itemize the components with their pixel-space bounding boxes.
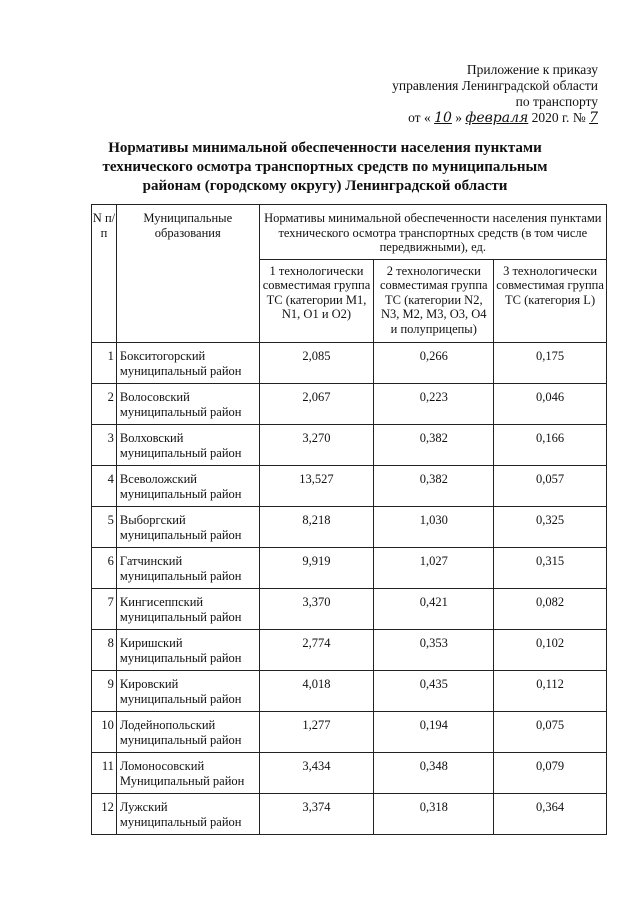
row-group-1-value: 3,434 bbox=[259, 753, 374, 794]
row-group-3-value: 0,112 bbox=[494, 671, 607, 712]
order-number: 7 bbox=[589, 110, 598, 126]
row-group-3-value: 0,082 bbox=[494, 589, 607, 630]
row-municipality: Выборгский муниципальный район bbox=[116, 507, 259, 548]
row-municipality: Ломоносовский Муниципальный район bbox=[116, 753, 259, 794]
table-row bbox=[92, 507, 607, 548]
row-number: 11 bbox=[92, 753, 117, 794]
row-group-3-value: 0,102 bbox=[494, 630, 607, 671]
row-group-3-value: 0,075 bbox=[494, 712, 607, 753]
row-number: 8 bbox=[92, 630, 117, 671]
row-group-1-value: 3,370 bbox=[259, 589, 374, 630]
order-date-line bbox=[392, 110, 598, 126]
row-group-3-value: 0,057 bbox=[494, 466, 607, 507]
row-group-1-value: 3,374 bbox=[259, 794, 374, 835]
row-group-1-value: 13,527 bbox=[259, 466, 374, 507]
row-group-2-value: 1,030 bbox=[374, 507, 494, 548]
header-line-1: Приложение к приказу bbox=[466, 62, 598, 77]
row-municipality: Волосовский муниципальный район bbox=[116, 384, 259, 425]
row-group-1-value: 3,270 bbox=[259, 425, 374, 466]
row-group-2-value: 0,223 bbox=[374, 384, 494, 425]
row-group-1-value: 2,067 bbox=[259, 384, 374, 425]
row-number: 6 bbox=[92, 548, 117, 589]
order-number-label: № bbox=[572, 110, 586, 125]
header-group-3: 3 технологически совместимая группа ТС (категория L) bbox=[494, 259, 607, 343]
order-day: 10 bbox=[434, 110, 452, 126]
row-number: 2 bbox=[92, 384, 117, 425]
table-row bbox=[92, 425, 607, 466]
row-municipality: Киришский муниципальный район bbox=[116, 630, 259, 671]
table-row bbox=[92, 671, 607, 712]
table-row bbox=[92, 466, 607, 507]
row-municipality: Волховский муниципальный район bbox=[116, 425, 259, 466]
order-year: 2020 г. bbox=[531, 110, 570, 125]
row-municipality: Бокситогорский муниципальный район bbox=[116, 343, 259, 384]
row-group-2-value: 0,353 bbox=[374, 630, 494, 671]
row-number: 10 bbox=[92, 712, 117, 753]
table-row bbox=[92, 712, 607, 753]
row-municipality: Лужский муниципальный район bbox=[116, 794, 259, 835]
table-row bbox=[92, 589, 607, 630]
row-group-1-value: 4,018 bbox=[259, 671, 374, 712]
title-line-3: районам (городскому округу) Ленинградской области bbox=[142, 178, 508, 194]
row-group-1-value: 1,277 bbox=[259, 712, 374, 753]
table-row bbox=[92, 630, 607, 671]
row-group-3-value: 0,166 bbox=[494, 425, 607, 466]
row-municipality: Всеволожский муниципальный район bbox=[116, 466, 259, 507]
header-line-2: управления Ленинградской области bbox=[392, 78, 598, 93]
row-group-3-value: 0,175 bbox=[494, 343, 607, 384]
row-group-2-value: 0,421 bbox=[374, 589, 494, 630]
table-row bbox=[92, 384, 607, 425]
header-municipality: Муниципальные образования bbox=[116, 205, 259, 343]
row-group-3-value: 0,325 bbox=[494, 507, 607, 548]
table-row bbox=[92, 343, 607, 384]
order-mid: » bbox=[455, 110, 463, 125]
table-row bbox=[92, 548, 607, 589]
row-number: 3 bbox=[92, 425, 117, 466]
document-title bbox=[40, 139, 610, 196]
row-group-2-value: 0,382 bbox=[374, 466, 494, 507]
row-group-3-value: 0,364 bbox=[494, 794, 607, 835]
norms-table bbox=[91, 204, 607, 835]
row-group-2-value: 0,318 bbox=[374, 794, 494, 835]
header-number: N п/п bbox=[92, 205, 117, 343]
title-line-1: Нормативы минимальной обеспеченности населения пунктами bbox=[108, 140, 542, 156]
row-group-3-value: 0,079 bbox=[494, 753, 607, 794]
header-line-3: по транспорту bbox=[515, 94, 598, 109]
row-municipality: Кировский муниципальный район bbox=[116, 671, 259, 712]
row-number: 5 bbox=[92, 507, 117, 548]
row-group-2-value: 0,348 bbox=[374, 753, 494, 794]
row-group-1-value: 8,218 bbox=[259, 507, 374, 548]
title-line-2: технического осмотра транспортных средств по муниципальным bbox=[102, 159, 548, 175]
row-group-1-value: 9,919 bbox=[259, 548, 374, 589]
row-group-2-value: 0,266 bbox=[374, 343, 494, 384]
table-row bbox=[92, 794, 607, 835]
row-municipality: Кингисеппский муниципальный район bbox=[116, 589, 259, 630]
row-number: 7 bbox=[92, 589, 117, 630]
row-group-2-value: 1,027 bbox=[374, 548, 494, 589]
row-number: 4 bbox=[92, 466, 117, 507]
order-prefix: от « bbox=[408, 110, 431, 125]
header-group-1: 1 технологически совместимая группа ТС (категории M1, N1, O1 и O2) bbox=[259, 259, 374, 343]
document-header bbox=[392, 62, 598, 126]
row-group-3-value: 0,046 bbox=[494, 384, 607, 425]
row-group-1-value: 2,085 bbox=[259, 343, 374, 384]
row-group-2-value: 0,382 bbox=[374, 425, 494, 466]
row-municipality: Гатчинский муниципальный район bbox=[116, 548, 259, 589]
row-group-2-value: 0,194 bbox=[374, 712, 494, 753]
header-norms: Нормативы минимальной обеспеченности населения пунктами технического осмотра транспортных средств (в том числе передвижными), ед. bbox=[259, 205, 606, 260]
row-group-1-value: 2,774 bbox=[259, 630, 374, 671]
order-month: февраля bbox=[465, 110, 529, 126]
row-number: 9 bbox=[92, 671, 117, 712]
row-group-2-value: 0,435 bbox=[374, 671, 494, 712]
table-row bbox=[92, 753, 607, 794]
row-group-3-value: 0,315 bbox=[494, 548, 607, 589]
row-number: 12 bbox=[92, 794, 117, 835]
row-municipality: Лодейнопольский муниципальный район bbox=[116, 712, 259, 753]
row-number: 1 bbox=[92, 343, 117, 384]
header-group-2: 2 технологически совместимая группа ТС (категории N2, N3, M2, M3, O3, O4 и полуприцепы) bbox=[374, 259, 494, 343]
